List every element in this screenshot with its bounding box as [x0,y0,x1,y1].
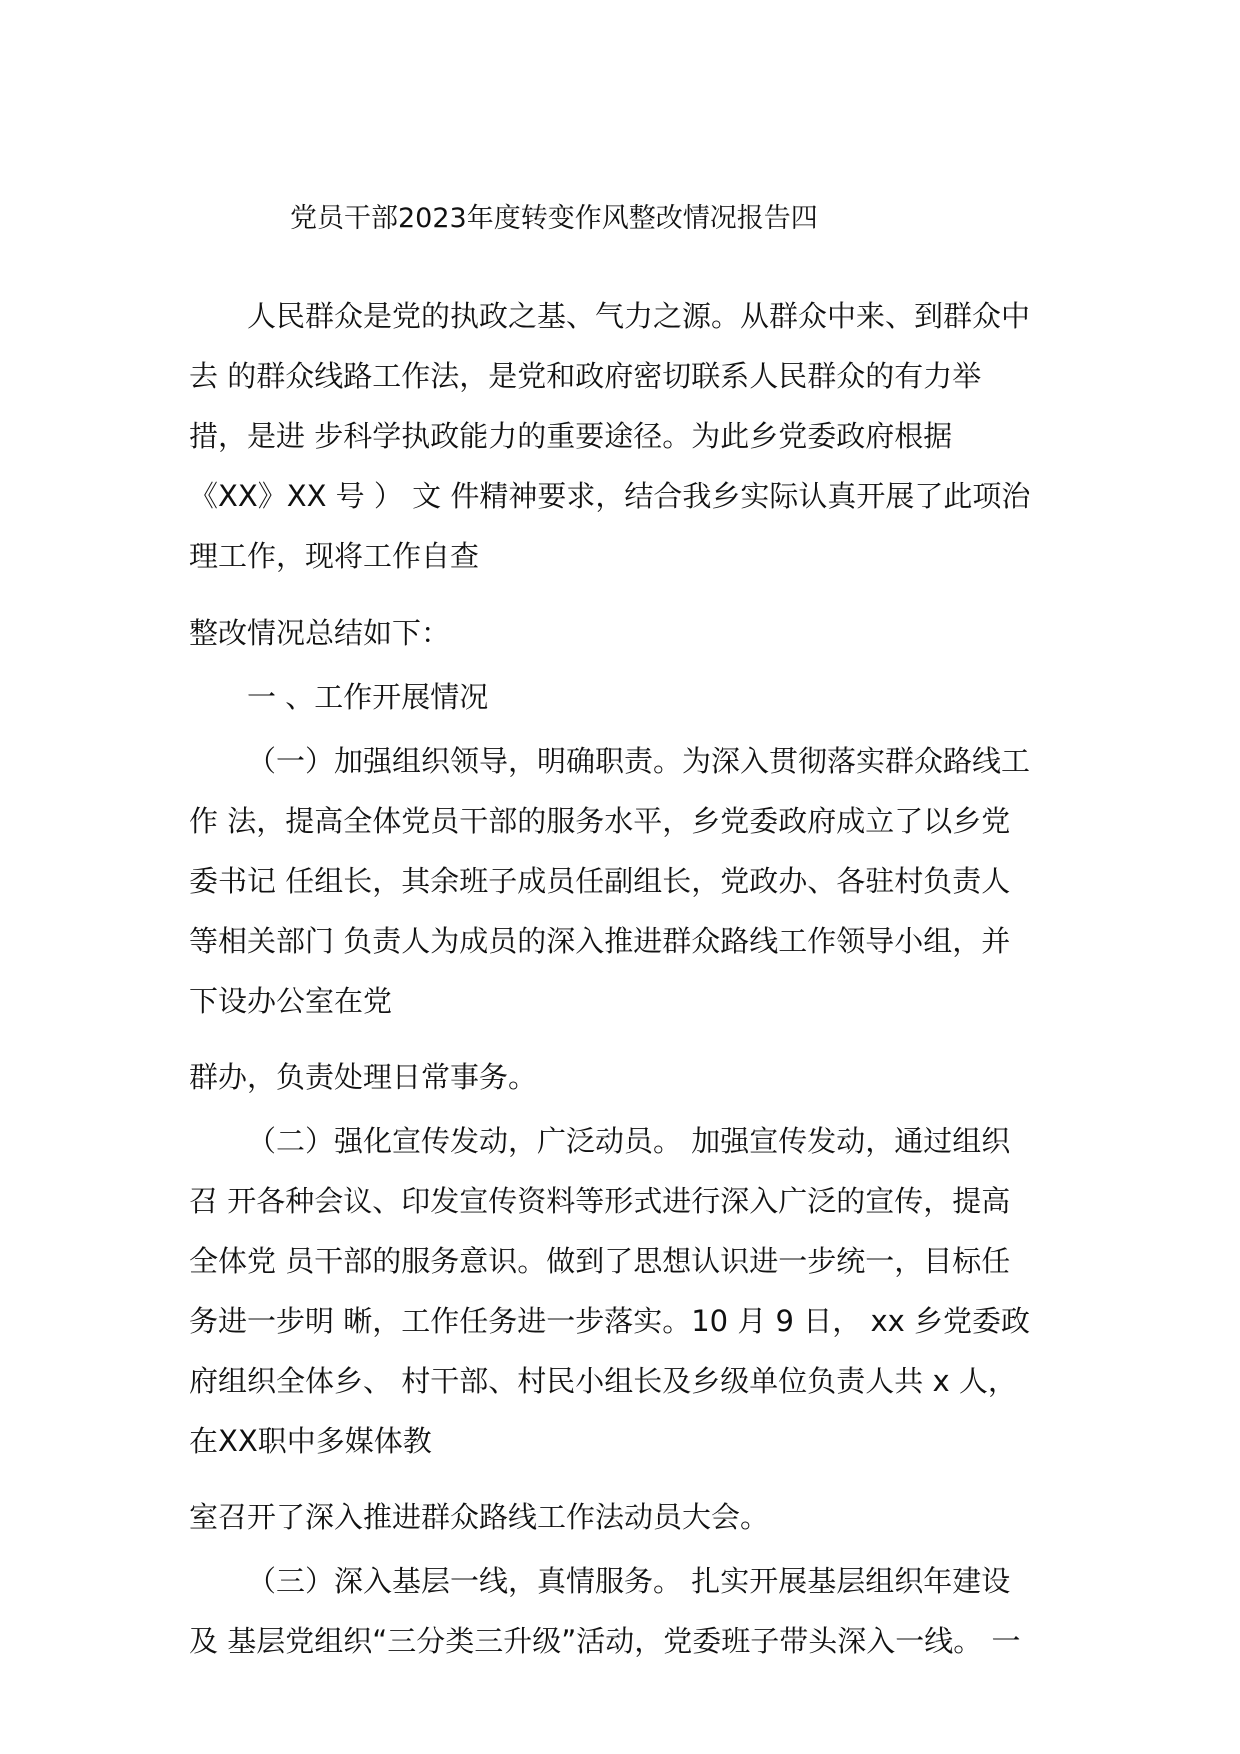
document-title: 党员干部2023年度转变作风整改情况报告四 [290,203,818,234]
paragraph-line: 及 基层党组织“三分类三升级”活动，党委班子带头深入一线。 一 [189,1624,1021,1658]
paragraph-line: 人民群众是党的执政之基、气力之源。从群众中来、到群众中 [247,299,1031,333]
paragraph-line: 去 的群众线路工作法，是党和政府密切联系人民群众的有力举 [189,359,982,393]
paragraph-line: 群办，负责处理日常事务。 [189,1060,538,1094]
paragraph-line: 下设办公室在党 [189,984,393,1018]
paragraph-line: （三）深入基层一线，真情服务。 扎实开展基层组织年建设 [247,1564,1011,1598]
paragraph-line: 整改情况总结如下： [189,616,451,650]
paragraph-line: 在XX职中多媒体教 [189,1424,432,1458]
paragraph-line: 理工作，现将工作自查 [189,539,480,573]
paragraph-line: 措，是进 步科学执政能力的重要途径。为此乡党委政府根据 [189,419,953,453]
paragraph-line: 委书记 任组长，其余班子成员任副组长，党政办、各驻村负责人 [189,864,1011,898]
paragraph-line: 《XX》XX 号 ） 文 件精神要求，结合我乡实际认真开展了此项治 [189,479,1031,513]
paragraph-line: 室召开了深入推进群众路线工作法动员大会。 [189,1500,770,1534]
paragraph-line: （一）加强组织领导，明确职责。为深入贯彻落实群众路线工 [247,744,1031,778]
paragraph-line: 全体党 员干部的服务意识。做到了思想认识进一步统一，目标任 [189,1244,1011,1278]
paragraph-line: 等相关部门 负责人为成员的深入推进群众路线工作领导小组，并 [189,924,1011,958]
paragraph-line: 作 法，提高全体党员干部的服务水平，乡党委政府成立了以乡党 [189,804,1011,838]
paragraph-line: （二）强化宣传发动，广泛动员。 加强宣传发动，通过组织 [247,1124,1011,1158]
paragraph-line: 务进一步明 晰，工作任务进一步落实。10 月 9 日， xx 乡党委政 [189,1304,1030,1338]
section-heading: 一 、工作开展情况 [247,680,489,714]
paragraph-line: 召 开各种会议、印发宣传资料等形式进行深入广泛的宣传，提高 [189,1184,1011,1218]
paragraph-line: 府组织全体乡、 村干部、村民小组长及乡级单位负责人共 x 人， [189,1364,1017,1398]
